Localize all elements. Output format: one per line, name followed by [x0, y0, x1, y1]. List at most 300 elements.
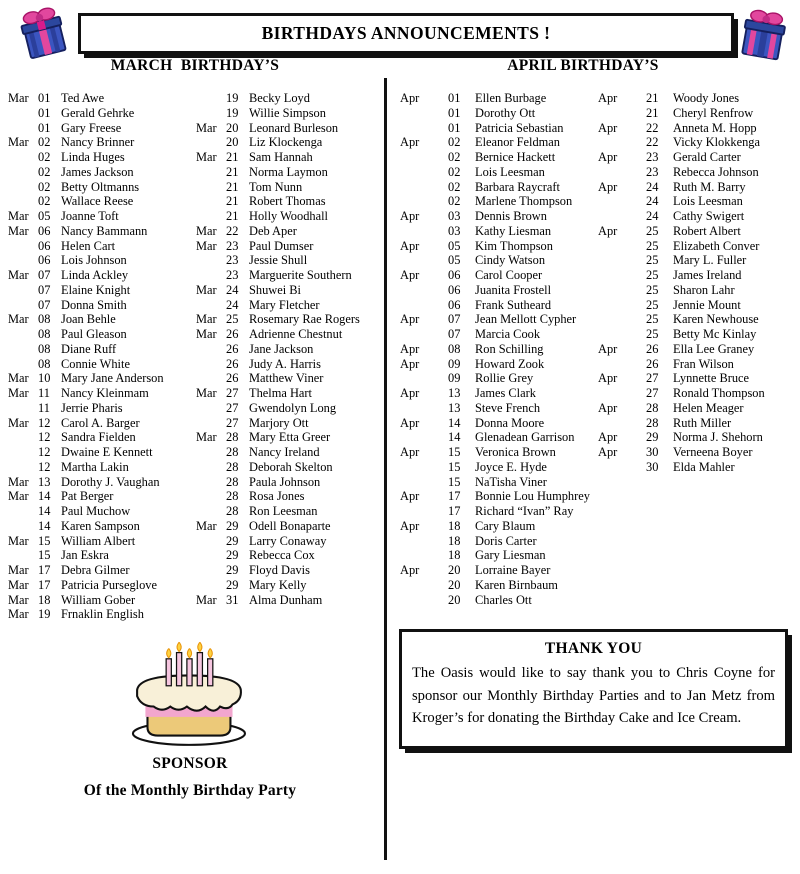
birthday-name: Veronica Brown	[475, 445, 556, 459]
birthday-month	[196, 578, 226, 593]
birthday-row	[400, 283, 596, 298]
birthday-day: 01	[38, 105, 51, 120]
birthday-name: Diane Ruff	[61, 341, 117, 356]
title-banner	[78, 13, 734, 54]
birthday-name: Ella Lee Graney	[673, 341, 755, 356]
birthday-row	[8, 593, 192, 608]
birthday-day: 15	[38, 533, 51, 548]
birthday-name: Helen Meager	[673, 400, 744, 415]
birthday-month	[400, 194, 448, 209]
birthday-row	[400, 121, 596, 136]
birthday-day: 28	[226, 445, 239, 459]
birthday-name: Lynnette Bruce	[673, 371, 750, 386]
birthday-day: 26	[646, 356, 659, 371]
birthday-row	[196, 239, 385, 254]
birthday-row	[8, 475, 192, 490]
birthday-row	[8, 106, 192, 121]
birthday-name: Cary Blaum	[475, 518, 536, 533]
birthday-month	[8, 165, 38, 180]
birthday-month	[8, 283, 38, 298]
birthday-day: 29	[646, 430, 659, 445]
birthday-row	[400, 239, 596, 254]
birthday-month	[400, 593, 448, 608]
birthday-row	[400, 445, 596, 460]
birthday-month	[8, 239, 38, 254]
birthday-name: Norma Laymon	[249, 164, 328, 179]
birthday-row	[8, 298, 192, 313]
birthday-day: 11	[38, 400, 50, 415]
birthday-row	[598, 445, 798, 460]
birthday-month	[196, 106, 226, 121]
birthday-day: 20	[226, 135, 239, 150]
birthday-row	[598, 371, 798, 386]
birthday-day: 13	[448, 386, 461, 400]
birthday-month: Mar	[8, 268, 29, 282]
birthday-name: Donna Moore	[475, 415, 545, 430]
birthday-day: 26	[646, 341, 659, 356]
birthday-month: Apr	[400, 91, 420, 105]
birthday-name: Barbara Raycraft	[475, 179, 560, 194]
birthday-month	[196, 342, 226, 357]
birthday-month	[8, 298, 38, 313]
birthday-month	[196, 180, 226, 195]
birthday-day: 25	[646, 327, 659, 341]
birthday-row	[400, 489, 596, 504]
birthday-row	[598, 91, 798, 106]
birthday-day: 22	[646, 135, 659, 150]
birthday-row	[400, 268, 596, 283]
birthday-day: 13	[38, 474, 51, 489]
birthday-day: 03	[448, 209, 461, 223]
birthday-month	[196, 548, 226, 563]
birthday-month: Mar	[8, 533, 29, 548]
birthday-name: Karen Sampson	[61, 518, 140, 533]
birthday-row	[8, 283, 192, 298]
birthday-name: Gerald Gehrke	[61, 105, 135, 120]
birthday-row	[8, 430, 192, 445]
birthday-day: 24	[646, 209, 659, 223]
birthday-row	[196, 194, 385, 209]
birthday-name: Verneena Boyer	[673, 445, 753, 459]
birthday-name: Leonard Burleson	[249, 120, 339, 135]
birthday-month: Apr	[598, 179, 618, 194]
birthday-name: Cindy Watson	[475, 253, 546, 268]
birthday-name: Marlene Thompson	[475, 194, 573, 209]
birthday-month: Mar	[8, 577, 29, 592]
birthday-row	[196, 460, 385, 475]
birthday-day: 19	[226, 91, 239, 105]
birthday-day: 15	[448, 445, 461, 459]
birthday-day: 03	[448, 223, 461, 238]
birthday-month: Apr	[400, 238, 420, 253]
birthday-month: Apr	[400, 268, 420, 282]
birthday-row	[8, 519, 192, 534]
birthday-name: Mary Etta Greer	[249, 430, 331, 445]
birthday-month: Mar	[196, 120, 217, 135]
birthday-row	[598, 401, 798, 416]
birthday-day: 14	[448, 430, 461, 445]
birthday-name: William Albert	[61, 533, 136, 548]
birthday-day: 28	[226, 489, 239, 504]
birthday-row	[8, 150, 192, 165]
birthday-month: Apr	[400, 563, 420, 577]
birthday-row	[8, 342, 192, 357]
birthday-row	[196, 298, 385, 313]
birthday-month: Apr	[598, 223, 618, 238]
birthday-name: Mary Jane Anderson	[61, 371, 164, 386]
birthday-month	[8, 150, 38, 165]
birthday-row	[196, 593, 385, 608]
birthday-day: 20	[448, 577, 461, 592]
birthday-day: 08	[448, 341, 461, 356]
birthday-name: Lois Leesman	[673, 194, 743, 209]
birthday-day: 05	[448, 253, 461, 268]
birthday-day: 28	[646, 415, 659, 430]
birthday-day: 17	[38, 563, 51, 577]
birthday-name: Ruth M. Barry	[673, 179, 746, 194]
birthday-name: Gary Freese	[61, 120, 122, 135]
birthday-day: 06	[448, 268, 461, 282]
birthday-day: 13	[448, 400, 461, 415]
birthday-month	[196, 475, 226, 490]
birthday-day: 07	[38, 297, 51, 312]
birthday-month: Apr	[400, 209, 420, 223]
birthday-day: 02	[38, 194, 51, 209]
birthday-name: Ronald Thompson	[673, 386, 765, 400]
birthday-month	[598, 135, 646, 150]
birthday-row	[598, 357, 798, 372]
birthday-day: 14	[448, 415, 461, 430]
birthday-month: Mar	[8, 607, 29, 622]
birthday-day: 05	[448, 238, 461, 253]
birthday-month	[8, 548, 38, 563]
birthday-row	[598, 312, 798, 327]
birthday-day: 29	[226, 548, 239, 563]
birthday-name: Connie White	[61, 356, 130, 371]
birthday-name: Nancy Kleinmam	[61, 386, 149, 400]
birthday-month: Mar	[8, 563, 29, 577]
birthday-month	[196, 268, 226, 283]
birthday-name: Linda Ackley	[61, 268, 129, 282]
birthday-row	[598, 180, 798, 195]
birthday-month	[598, 298, 646, 313]
birthday-row	[196, 121, 385, 136]
birthday-day: 06	[38, 223, 51, 238]
birthday-day: 28	[226, 504, 239, 518]
birthday-day: 12	[38, 459, 51, 474]
birthday-month: Mar	[8, 489, 29, 504]
birthday-name: Frank Sutheard	[475, 297, 552, 312]
birthday-name: Fran Wilson	[673, 356, 734, 371]
birthday-row	[8, 194, 192, 209]
birthday-month: Mar	[196, 223, 217, 238]
birthday-name: Robert Thomas	[249, 194, 326, 209]
birthday-row	[598, 386, 798, 401]
birthday-name: Ruth Miller	[673, 415, 732, 430]
birthday-day: 02	[38, 179, 51, 194]
birthday-day: 09	[448, 356, 461, 371]
birthday-row	[400, 327, 596, 342]
birthday-month: Mar	[8, 135, 29, 150]
birthday-month	[196, 371, 226, 386]
birthday-row	[196, 327, 385, 342]
birthday-month	[8, 504, 38, 519]
birthday-day: 29	[226, 563, 239, 577]
birthday-month	[400, 327, 448, 342]
birthday-row	[400, 150, 596, 165]
birthday-row	[8, 445, 192, 460]
birthday-row	[400, 224, 596, 239]
birthday-row	[598, 268, 798, 283]
birthday-row	[598, 165, 798, 180]
birthday-day: 02	[448, 150, 461, 164]
birthday-month	[400, 283, 448, 298]
birthday-day: 12	[38, 430, 51, 445]
march-birthday-list-col2	[196, 91, 385, 607]
birthday-name: Bonnie Lou Humphrey	[475, 489, 590, 504]
birthday-day: 31	[226, 592, 239, 607]
birthday-day: 06	[448, 282, 461, 297]
birthday-row	[400, 298, 596, 313]
birthday-name: Dwaine E Kennett	[61, 445, 153, 459]
birthday-name: Joan Behle	[61, 312, 116, 327]
birthday-day: 21	[226, 179, 239, 194]
birthday-month	[8, 194, 38, 209]
birthday-row	[196, 312, 385, 327]
birthday-day: 09	[448, 371, 461, 386]
birthday-day: 27	[226, 400, 239, 415]
birthday-name: Wallace Reese	[61, 194, 134, 209]
birthday-row	[196, 519, 385, 534]
birthday-month	[598, 416, 646, 431]
birthday-name: James Jackson	[61, 164, 134, 179]
birthday-month	[598, 268, 646, 283]
birthday-name: Larry Conaway	[249, 533, 327, 548]
birthday-month: Apr	[598, 120, 618, 135]
birthday-name: NaTisha Viner	[475, 474, 547, 489]
birthday-row	[400, 519, 596, 534]
birthday-row	[196, 253, 385, 268]
birthday-row	[598, 224, 798, 239]
birthday-row	[8, 224, 192, 239]
birthday-month	[400, 430, 448, 445]
birthday-row	[8, 209, 192, 224]
birthday-row	[400, 194, 596, 209]
birthday-row	[196, 91, 385, 106]
birthday-day: 02	[38, 135, 51, 150]
birthday-row	[8, 401, 192, 416]
birthday-name: Alma Dunham	[249, 592, 323, 607]
birthday-name: Juanita Frostell	[475, 282, 552, 297]
birthday-name: Ted Awe	[61, 91, 105, 105]
birthday-name: Paul Dumser	[249, 238, 314, 253]
birthday-day: 29	[226, 577, 239, 592]
birthday-day: 20	[448, 592, 461, 607]
birthday-month: Mar	[196, 327, 217, 341]
birthday-row	[598, 460, 798, 475]
birthday-month: Mar	[8, 312, 29, 327]
birthday-day: 18	[448, 548, 461, 563]
birthday-day: 28	[226, 430, 239, 445]
birthday-name: Karen Birnbaum	[475, 577, 558, 592]
birthday-month	[400, 401, 448, 416]
birthday-row	[196, 489, 385, 504]
birthday-row	[196, 342, 385, 357]
birthday-month: Mar	[196, 386, 217, 400]
birthday-day: 21	[226, 150, 239, 164]
birthday-name: Patricia Sebastian	[475, 120, 564, 135]
birthday-name: Karen Newhouse	[673, 312, 759, 327]
birthday-name: Frnaklin English	[61, 607, 144, 622]
birthday-month: Mar	[8, 386, 29, 400]
birthday-row	[196, 165, 385, 180]
birthday-row	[196, 268, 385, 283]
birthday-row	[400, 91, 596, 106]
birthday-row	[400, 180, 596, 195]
birthday-cake-icon	[110, 636, 270, 748]
birthday-month	[8, 460, 38, 475]
birthday-row	[196, 357, 385, 372]
birthday-name: Dennis Brown	[475, 209, 547, 223]
birthday-row	[400, 401, 596, 416]
birthday-name: Pat Berger	[61, 489, 114, 504]
birthday-day: 19	[226, 105, 239, 120]
birthday-month	[196, 563, 226, 578]
birthday-row	[196, 534, 385, 549]
birthday-row	[598, 121, 798, 136]
birthday-name: Lorraine Bayer	[475, 563, 551, 577]
birthday-day: 22	[226, 223, 239, 238]
birthday-name: Adrienne Chestnut	[249, 327, 343, 341]
birthday-row	[598, 253, 798, 268]
birthday-day: 01	[38, 120, 51, 135]
birthday-name: Paul Gleason	[61, 327, 127, 341]
birthday-name: Paula Johnson	[249, 474, 321, 489]
birthday-month	[598, 106, 646, 121]
birthday-name: Robert Albert	[673, 223, 741, 238]
birthday-row	[400, 475, 596, 490]
birthday-row	[598, 327, 798, 342]
sponsor-block	[40, 636, 340, 800]
birthday-name: Betty Oltmanns	[61, 179, 140, 194]
birthday-name: Floyd Davis	[249, 563, 310, 577]
gift-icon	[731, 4, 795, 68]
birthday-name: Carol Cooper	[475, 268, 543, 282]
birthday-month	[8, 342, 38, 357]
birthday-day: 18	[38, 592, 51, 607]
birthday-month	[196, 194, 226, 209]
birthday-day: 28	[646, 400, 659, 415]
birthday-day: 28	[226, 459, 239, 474]
birthday-name: James Clark	[475, 386, 536, 400]
birthday-row	[8, 312, 192, 327]
birthday-month	[8, 519, 38, 534]
birthday-day: 23	[226, 268, 239, 282]
birthday-month	[196, 401, 226, 416]
birthday-row	[8, 578, 192, 593]
birthday-day: 01	[448, 91, 461, 105]
birthday-day: 12	[38, 445, 51, 459]
birthday-month: Mar	[8, 415, 29, 430]
birthday-day: 06	[448, 297, 461, 312]
birthday-name: Becky Loyd	[249, 91, 310, 105]
birthday-month	[8, 327, 38, 342]
birthday-row	[8, 121, 192, 136]
birthday-row	[8, 504, 192, 519]
birthday-name: Rosa Jones	[249, 489, 305, 504]
birthday-month	[8, 445, 38, 460]
birthday-name: Donna Smith	[61, 297, 127, 312]
birthday-month	[400, 475, 448, 490]
birthday-day: 21	[226, 209, 239, 223]
birthday-day: 01	[448, 105, 461, 120]
birthday-name: Nancy Ireland	[249, 445, 320, 459]
birthday-day: 15	[38, 548, 51, 563]
birthday-name: Odell Bonaparte	[249, 518, 331, 533]
birthday-day: 26	[226, 371, 239, 386]
birthday-row	[196, 283, 385, 298]
birthday-row	[196, 224, 385, 239]
april-section-header: APRIL BIRTHDAY’S	[507, 57, 659, 74]
birthday-day: 26	[226, 327, 239, 341]
birthday-name: Debra Gilmer	[61, 563, 130, 577]
birthday-day: 02	[448, 164, 461, 179]
birthday-name: Jane Jackson	[249, 341, 314, 356]
birthday-month	[196, 298, 226, 313]
birthday-day: 05	[38, 209, 51, 223]
birthday-row	[400, 371, 596, 386]
birthday-month	[8, 180, 38, 195]
birthday-row	[8, 416, 192, 431]
birthday-name: Matthew Viner	[249, 371, 324, 386]
birthday-row	[196, 504, 385, 519]
birthday-name: Elda Mahler	[673, 459, 735, 474]
birthday-day: 26	[226, 356, 239, 371]
birthday-day: 26	[226, 341, 239, 356]
birthday-name: Cathy Swigert	[673, 209, 745, 223]
page-title: BIRTHDAYS ANNOUNCEMENTS !	[261, 23, 551, 43]
birthday-row	[400, 548, 596, 563]
birthday-day: 17	[38, 577, 51, 592]
birthday-month	[400, 165, 448, 180]
birthday-day: 27	[226, 415, 239, 430]
birthday-day: 22	[646, 120, 659, 135]
birthday-name: Marcia Cook	[475, 327, 541, 341]
birthday-month	[8, 401, 38, 416]
birthday-name: Carol A. Barger	[61, 415, 140, 430]
birthday-day: 15	[448, 474, 461, 489]
birthday-day: 27	[646, 371, 659, 386]
birthday-name: Kim Thompson	[475, 238, 553, 253]
birthday-name: Marjory Ott	[249, 415, 309, 430]
birthday-day: 07	[448, 327, 461, 341]
birthday-month	[8, 357, 38, 372]
birthday-month	[400, 253, 448, 268]
birthday-name: Richard “Ivan” Ray	[475, 504, 574, 518]
birthday-name: Linda Huges	[61, 150, 125, 164]
birthday-month: Mar	[196, 518, 217, 533]
birthday-month	[400, 106, 448, 121]
birthday-month: Mar	[8, 209, 29, 223]
birthday-day: 07	[38, 282, 51, 297]
birthday-day: 02	[448, 194, 461, 209]
birthday-month	[400, 460, 448, 475]
birthday-day: 25	[646, 312, 659, 327]
birthday-row	[400, 563, 596, 578]
birthday-name: Betty Mc Kinlay	[673, 327, 757, 341]
birthday-month	[598, 327, 646, 342]
birthday-name: Jerrie Pharis	[61, 400, 123, 415]
